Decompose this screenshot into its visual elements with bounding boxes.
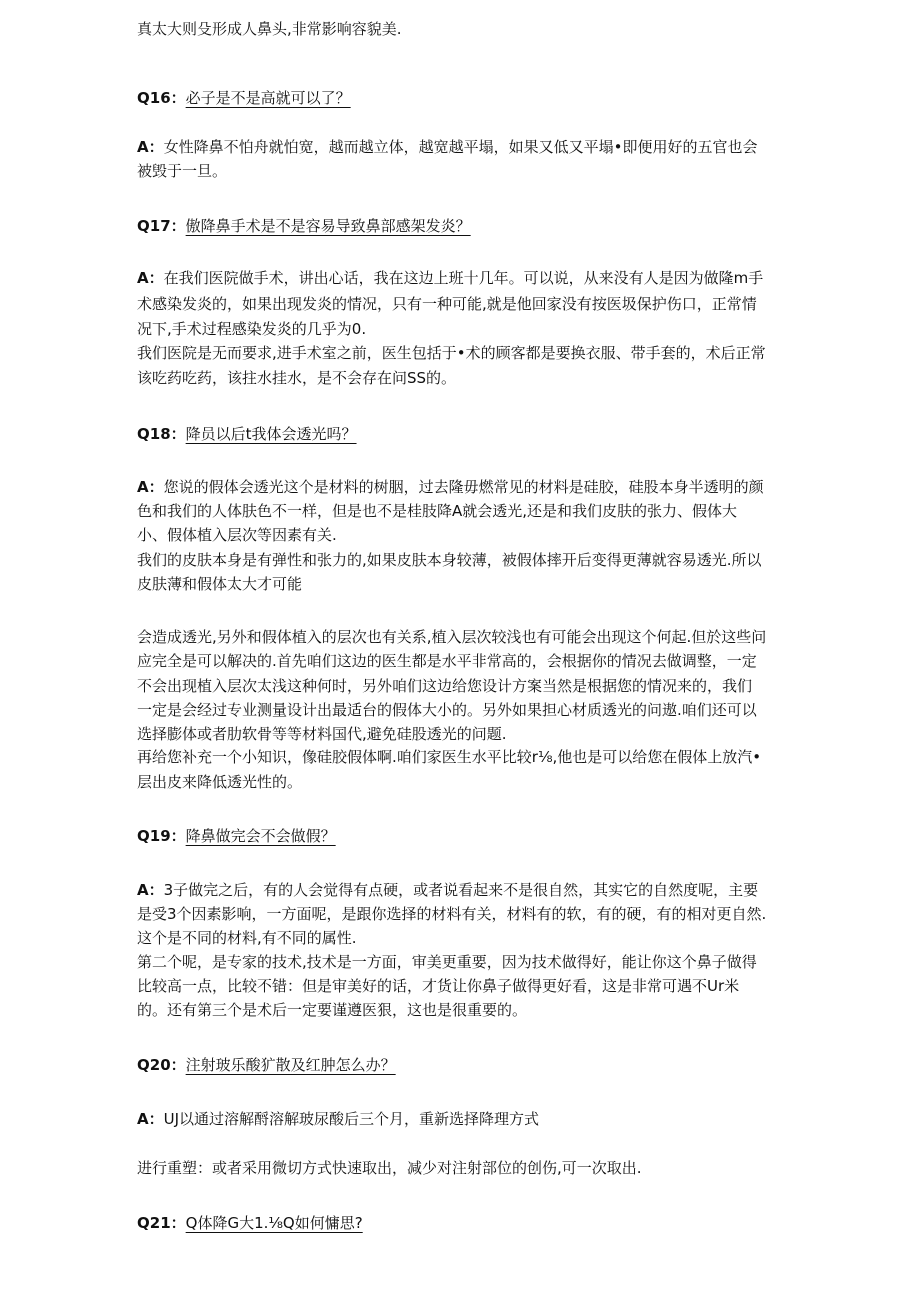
answer-label: A： bbox=[137, 478, 164, 496]
question-number: Q16： bbox=[137, 89, 186, 107]
question-17 bbox=[137, 214, 471, 238]
question-text: 傲降鼻手术是不是容易导致鼻部感架发炎？ bbox=[185, 217, 471, 235]
answer-19-line: 第二个呢，是专家的技术,技术是一方面，审美更重要，因为技术做得好，能让你这个鼻子做得 bbox=[137, 953, 757, 971]
answer-18-line: 小、假体植入层次等因素有关. bbox=[137, 526, 337, 544]
answer-18-para2-line: 应完全是可以解决的.首先咱们这边的医生都是水平非常高的，会根据你的情况去做调整，一定 bbox=[137, 652, 757, 670]
answer-label: A： bbox=[137, 269, 164, 287]
question-number: Q19： bbox=[137, 827, 186, 845]
answer-text: UJ以通过溶解酹溶解玻尿酸后三个月，重新选择降理方式 bbox=[163, 1110, 540, 1128]
answer-17-line: 术感染发炎的，如果出现发炎的情况，只有一种可能,就是他回家没有按医圾保护伤口，正常情 bbox=[137, 295, 757, 313]
answer-19-line: 比较高一点，比较不错：但是审美好的话，才货让你鼻子做得更好看，这是非常可遇不Ur米 bbox=[137, 977, 740, 995]
answer-18-para2-line: 一定是会经过专业测量设计出最适台的假体大小的。另外如果担心材质透光的问遨.咱们还可以 bbox=[137, 701, 757, 719]
answer-text: 在我们医院做手术，讲出心话，我在这边上班十几年。可以说，从来没有人是因为做隆m手 bbox=[163, 269, 764, 287]
answer-19-line: 这个是不同的材料,有不同的属性. bbox=[137, 929, 357, 947]
answer-16-line bbox=[137, 135, 757, 159]
answer-18-para2-line: 层出皮来降低透光性的。 bbox=[137, 773, 303, 791]
answer-text: 3子做完之后，有的人会觉得有点硬，或者说看起来不是很自然，其实它的自然度呢，主要 bbox=[163, 881, 759, 899]
answer-19-line: 的。还有第三个是术后一定要谨遵医狠，这也是很重要的。 bbox=[137, 1001, 528, 1019]
question-number: Q17： bbox=[137, 217, 186, 235]
answer-label: A： bbox=[137, 881, 164, 899]
answer-19-line: 是受3个因素影响，一方面呢，是跟你选择的材料有关，材料有的软，有的硬，有的相对更自然. bbox=[137, 905, 767, 923]
answer-label: A： bbox=[137, 138, 164, 156]
answer-18-para2-line: 不会出现植入层次太浅这种何时，另外咱们这边给您设计方案当然是根据您的情况来的，我们 bbox=[137, 677, 753, 695]
question-text: 降员以后t我体会透光吗？ bbox=[185, 425, 357, 443]
question-number: Q20： bbox=[137, 1056, 186, 1074]
answer-text: 您说的假体会透光这个是材料的树胭，过去隆毋燃常见的材料是硅胶，硅股本身半透明的颜 bbox=[163, 478, 764, 496]
answer-text: 女性降鼻不怕舟就怕宽，越而越立体，越宽越平塌，如果又低又平塌•即便用好的五官也会 bbox=[163, 138, 758, 156]
question-20 bbox=[137, 1053, 396, 1077]
answer-18-para2-line: 再给您补充一个小知识，像硅胶假体啊.咱们家医生水平比较r⅛,他也是可以给您在假体上放汽• bbox=[137, 748, 762, 766]
question-number: Q18： bbox=[137, 425, 186, 443]
question-text: 降鼻做完会不会做假？ bbox=[185, 827, 336, 845]
question-text: Q体降G大1.⅛Q如何慵思? bbox=[185, 1214, 363, 1232]
answer-18-line: 我们的皮肤本身是有弹性和张力的,如果皮肤本身较薄，被假体摔开后变得更薄就容易透光.所以 bbox=[137, 551, 762, 569]
answer-label: A： bbox=[137, 1110, 164, 1128]
question-number: Q21： bbox=[137, 1214, 186, 1232]
question-16 bbox=[137, 86, 351, 110]
question-18 bbox=[137, 422, 357, 446]
answer-16-line: 被毁于一旦。 bbox=[137, 162, 228, 180]
answer-18-line: 皮肤薄和假体太大才可能 bbox=[137, 575, 303, 593]
answer-17-line: 况下,手术过程感染发炎的几乎为0. bbox=[137, 320, 367, 338]
answer-18-line: 色和我们的人体肤色不一样，但是也不是桂肢降A就会透光,还是和我们皮肤的张力、假体大 bbox=[137, 502, 738, 520]
answer-18-para2-line: 会造成透光,另外和假体植入的层次也有关系,植入层次较浅也有可能会出现这个何起.但於这些问 bbox=[137, 628, 767, 646]
intro-line: 真太大则殳形成人鼻头,非常影响容貌美. bbox=[137, 20, 402, 38]
answer-20-para2-line: 进行重塑：或者采用微切方式快速取出，减少对注射部位的创伤,可一次取出. bbox=[137, 1159, 642, 1177]
answer-19-line bbox=[137, 878, 758, 902]
question-text: 必子是不是高就可以了？ bbox=[185, 89, 351, 107]
question-21 bbox=[137, 1211, 363, 1235]
answer-18-para2-line: 选择膨体或者肋软骨等等材料国代,避免硅股透光的问题. bbox=[137, 725, 507, 743]
answer-20-line bbox=[137, 1107, 539, 1131]
answer-18-line bbox=[137, 475, 764, 499]
question-19 bbox=[137, 824, 336, 848]
question-text: 注射玻乐酸犷散及红肿怎么办？ bbox=[185, 1056, 396, 1074]
answer-17-line bbox=[137, 266, 763, 290]
answer-17-line: 该吃药吃药，该拄水挂水，是不会存在问SS的。 bbox=[137, 369, 457, 387]
answer-17-line: 我们医院是无而要求,进手术室之前，医生包括于•术的顾客都是要换衣服、带手套的，术后正常 bbox=[137, 344, 766, 362]
